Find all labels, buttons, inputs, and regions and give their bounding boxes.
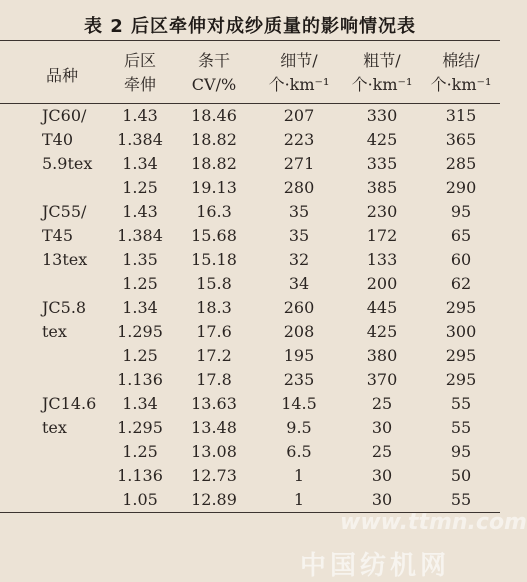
cell-neps: 50 xyxy=(450,466,472,485)
cell-neps: 290 xyxy=(445,178,477,197)
cell-draft: 1.25 xyxy=(122,346,158,365)
table-row xyxy=(0,200,500,224)
cell-neps: 65 xyxy=(450,226,472,245)
cell-thick: 370 xyxy=(366,370,398,389)
cell-cv: 12.89 xyxy=(172,488,256,513)
cell-cv: 17.2 xyxy=(196,346,232,365)
cell-thin: 14.5 xyxy=(281,394,317,413)
table-row xyxy=(0,272,500,296)
cell-draft: 1.384 xyxy=(117,130,163,149)
cell-thick: 335 xyxy=(366,154,398,173)
cell-neps: 300 xyxy=(445,322,477,341)
cell-thin: 34 xyxy=(288,274,310,293)
cell-variety xyxy=(0,368,108,392)
header-thick-line2: 个·km⁻¹ xyxy=(351,75,413,94)
cell-thin: 1 xyxy=(256,488,342,513)
cell-thick: 200 xyxy=(366,274,398,293)
cell-cv: 15.18 xyxy=(191,250,237,269)
cell-thin: 6.5 xyxy=(286,442,312,461)
table-row xyxy=(0,152,500,176)
header-draft-line1: 后区 xyxy=(123,51,156,70)
cell-draft: 1.25 xyxy=(122,178,158,197)
table-row xyxy=(0,176,500,200)
cell-thin: 35 xyxy=(288,202,310,221)
header-cv-line2: CV/% xyxy=(191,75,237,94)
cell-variety: 13tex xyxy=(42,250,88,269)
header-thin-line2: 个·km⁻¹ xyxy=(268,75,330,94)
cell-draft: 1.43 xyxy=(122,106,158,125)
cell-variety xyxy=(0,440,108,464)
cell-thin: 9.5 xyxy=(286,418,312,437)
cell-thick: 230 xyxy=(366,202,398,221)
cell-draft: 1.295 xyxy=(117,418,163,437)
cell-thin: 223 xyxy=(283,130,315,149)
table-row xyxy=(0,416,500,440)
table-row xyxy=(0,344,500,368)
cell-draft: 1.136 xyxy=(117,466,163,485)
cell-thick: 30 xyxy=(371,466,393,485)
header-thick-line1: 粗节/ xyxy=(363,51,401,70)
cell-thin: 260 xyxy=(283,298,315,317)
cell-draft: 1.34 xyxy=(122,154,158,173)
cell-draft: 1.35 xyxy=(122,250,158,269)
cell-variety: tex xyxy=(42,418,67,437)
cell-variety xyxy=(0,272,108,296)
table-row xyxy=(0,320,500,344)
watermark-url: www.ttmn.com xyxy=(340,510,527,535)
cell-variety: JC55/ xyxy=(42,202,87,221)
cell-cv: 17.6 xyxy=(196,322,232,341)
cell-variety xyxy=(0,344,108,368)
cell-neps: 62 xyxy=(450,274,472,293)
cell-thick: 30 xyxy=(371,418,393,437)
cell-draft: 1.295 xyxy=(117,322,163,341)
cell-neps: 55 xyxy=(422,488,500,513)
cell-variety xyxy=(0,176,108,200)
cell-cv: 16.3 xyxy=(196,202,232,221)
cell-thin: 208 xyxy=(283,322,315,341)
cell-cv: 18.82 xyxy=(191,154,237,173)
cell-thin: 271 xyxy=(283,154,315,173)
cell-thick: 172 xyxy=(366,226,398,245)
cell-neps: 60 xyxy=(450,250,472,269)
cell-thick: 385 xyxy=(366,178,398,197)
cell-thin: 280 xyxy=(283,178,315,197)
cell-thin: 32 xyxy=(288,250,310,269)
header-variety: 品种 xyxy=(46,66,79,85)
cell-neps: 365 xyxy=(445,130,477,149)
table-row xyxy=(0,392,500,416)
cell-draft: 1.384 xyxy=(117,226,163,245)
cell-neps: 95 xyxy=(450,202,472,221)
cell-draft: 1.136 xyxy=(117,370,163,389)
cell-thin: 235 xyxy=(283,370,315,389)
cell-cv: 18.82 xyxy=(191,130,237,149)
cell-variety: JC14.6 xyxy=(42,394,97,413)
cell-cv: 13.08 xyxy=(191,442,237,461)
cell-variety: T45 xyxy=(42,226,74,245)
header-cv-line1: 条干 xyxy=(197,51,230,70)
cell-thick: 25 xyxy=(371,442,393,461)
table-row xyxy=(0,248,500,272)
cell-neps: 295 xyxy=(445,346,477,365)
cell-variety: JC5.8 xyxy=(42,298,87,317)
table-row xyxy=(0,104,500,129)
cell-variety: 5.9tex xyxy=(42,154,93,173)
watermark-cn: 中国纺机网 xyxy=(300,551,451,581)
cell-neps: 295 xyxy=(445,370,477,389)
cell-cv: 13.63 xyxy=(191,394,237,413)
table-row xyxy=(0,368,500,392)
cell-cv: 15.68 xyxy=(191,226,237,245)
cell-variety xyxy=(0,464,108,488)
header-neps-line1: 棉结/ xyxy=(442,51,480,70)
table-body xyxy=(0,104,500,513)
header-neps-line2: 个·km⁻¹ xyxy=(430,75,492,94)
table-row xyxy=(0,464,500,488)
cell-cv: 17.8 xyxy=(196,370,232,389)
cell-neps: 55 xyxy=(450,418,472,437)
header-draft-line2: 牵伸 xyxy=(123,75,156,94)
table-row xyxy=(0,224,500,248)
cell-neps: 315 xyxy=(445,106,477,125)
cell-thin: 35 xyxy=(288,226,310,245)
table-header xyxy=(0,41,500,104)
cell-thick: 133 xyxy=(366,250,398,269)
cell-thick: 25 xyxy=(371,394,393,413)
cell-thick: 330 xyxy=(366,106,398,125)
cell-cv: 19.13 xyxy=(191,178,237,197)
cell-thin: 1 xyxy=(293,466,305,485)
cell-cv: 15.8 xyxy=(196,274,232,293)
table-row xyxy=(0,440,500,464)
table-caption: 表 2 后区牵伸对成纱质量的影响情况表 xyxy=(83,16,417,37)
cell-neps: 55 xyxy=(450,394,472,413)
cell-thick: 445 xyxy=(366,298,398,317)
cell-cv: 12.73 xyxy=(191,466,237,485)
cell-thin: 207 xyxy=(283,106,315,125)
cell-cv: 18.46 xyxy=(191,106,237,125)
data-table xyxy=(0,40,500,513)
cell-neps: 295 xyxy=(445,298,477,317)
cell-draft: 1.34 xyxy=(122,298,158,317)
cell-thin: 195 xyxy=(283,346,315,365)
cell-variety xyxy=(0,488,108,513)
table-row xyxy=(0,296,500,320)
cell-variety: JC60/ xyxy=(42,106,87,125)
cell-thick: 30 xyxy=(342,488,422,513)
cell-variety: tex xyxy=(42,322,67,341)
cell-thick: 425 xyxy=(366,130,398,149)
cell-thick: 425 xyxy=(366,322,398,341)
cell-cv: 13.48 xyxy=(191,418,237,437)
cell-draft: 1.25 xyxy=(122,274,158,293)
cell-draft: 1.43 xyxy=(122,202,158,221)
cell-draft: 1.34 xyxy=(122,394,158,413)
table-row xyxy=(0,488,500,513)
cell-thick: 380 xyxy=(366,346,398,365)
cell-draft: 1.05 xyxy=(108,488,172,513)
cell-draft: 1.25 xyxy=(122,442,158,461)
cell-cv: 18.3 xyxy=(196,298,232,317)
table-row xyxy=(0,128,500,152)
cell-variety: T40 xyxy=(42,130,74,149)
header-thin-line1: 细节/ xyxy=(280,51,318,70)
cell-neps: 285 xyxy=(445,154,477,173)
cell-neps: 95 xyxy=(450,442,472,461)
